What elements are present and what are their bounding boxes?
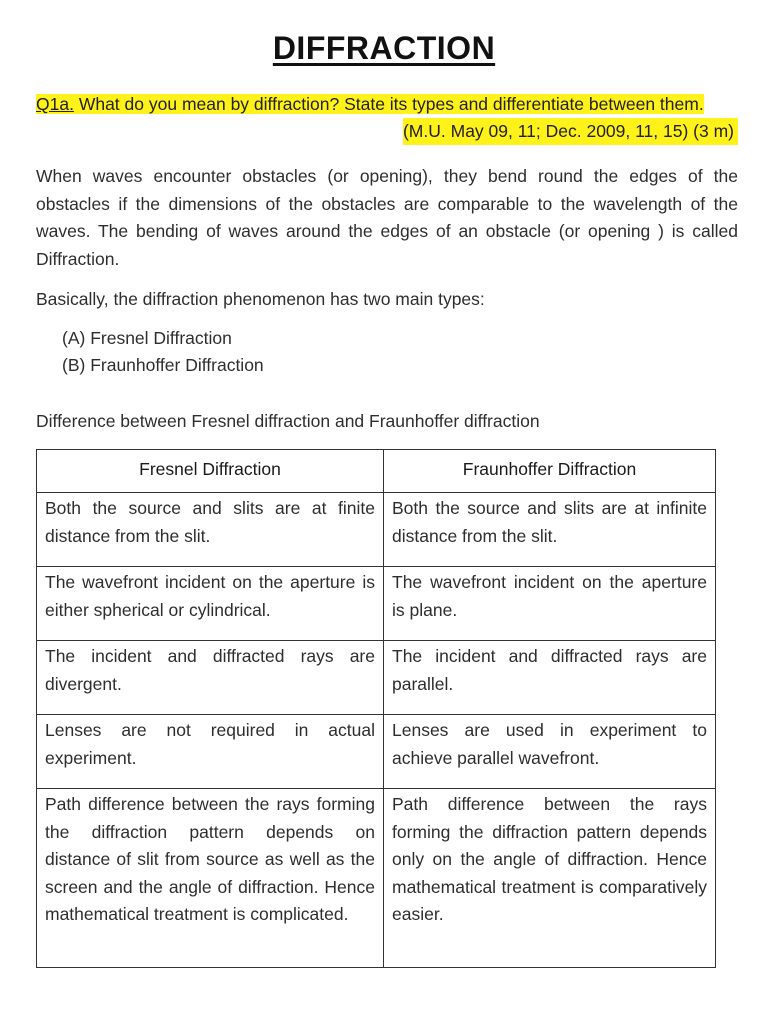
- table-cell: Lenses are used in experiment to achieve parallel wavefront.: [384, 715, 716, 789]
- table-cell: Lenses are not required in actual experiment.: [37, 715, 384, 789]
- type-item-fresnel: (A) Fresnel Diffraction: [62, 328, 232, 348]
- question-block: [36, 91, 738, 145]
- question-text: What do you mean by diffraction? State its types and differentiate between them.: [78, 94, 704, 114]
- page-title: DIFFRACTION: [272, 30, 496, 66]
- table-cell: Path difference between the rays forming the diffraction pattern depends only on the angle of diffraction. Hence mathematical treatment is comparatively easier.: [384, 789, 716, 968]
- table-cell: The incident and diffracted rays are parallel.: [384, 641, 716, 715]
- table-row: [37, 789, 716, 968]
- table-caption: Difference between Fresnel diffraction and Fraunhoffer diffraction: [36, 411, 540, 431]
- table-cell: The incident and diffracted rays are divergent.: [37, 641, 384, 715]
- table-row: [37, 493, 716, 567]
- question-highlight: [36, 94, 704, 114]
- table-row: [37, 567, 716, 641]
- definition-paragraph: When waves encounter obstacles (or opening), they bend round the edges of the obstacles if the dimensions of the obstacles are comparable to the wavelength of the waves. The bending of waves around the edges of an obstacle (or opening ) is called Diffraction.: [36, 166, 738, 269]
- table-cell: Both the source and slits are at infinite distance from the slit.: [384, 493, 716, 567]
- table-cell: Both the source and slits are at finite distance from the slit.: [37, 493, 384, 567]
- question-number: Q1a.: [36, 94, 74, 114]
- header-fresnel: Fresnel Diffraction: [37, 450, 384, 493]
- table-header-row: [37, 450, 716, 493]
- header-fraunhoffer: Fraunhoffer Diffraction: [384, 450, 716, 493]
- types-intro-paragraph: Basically, the diffraction phenomenon has two main types:: [36, 289, 485, 309]
- type-item-fraunhoffer: (B) Fraunhoffer Diffraction: [62, 355, 264, 375]
- question-references: (M.U. May 09, 11; Dec. 2009, 11, 15) (3 m): [403, 118, 738, 145]
- comparison-table: [36, 449, 716, 968]
- table-row: [37, 641, 716, 715]
- types-list: [62, 325, 264, 379]
- table-cell: The wavefront incident on the aperture is either spherical or cylindrical.: [37, 567, 384, 641]
- table-row: [37, 715, 716, 789]
- table-cell: Path difference between the rays forming the diffraction pattern depends on distance of slit from source as well as the screen and the angle of diffraction. Hence mathematical treatment is complicated.: [37, 789, 384, 968]
- table-cell: The wavefront incident on the aperture is plane.: [384, 567, 716, 641]
